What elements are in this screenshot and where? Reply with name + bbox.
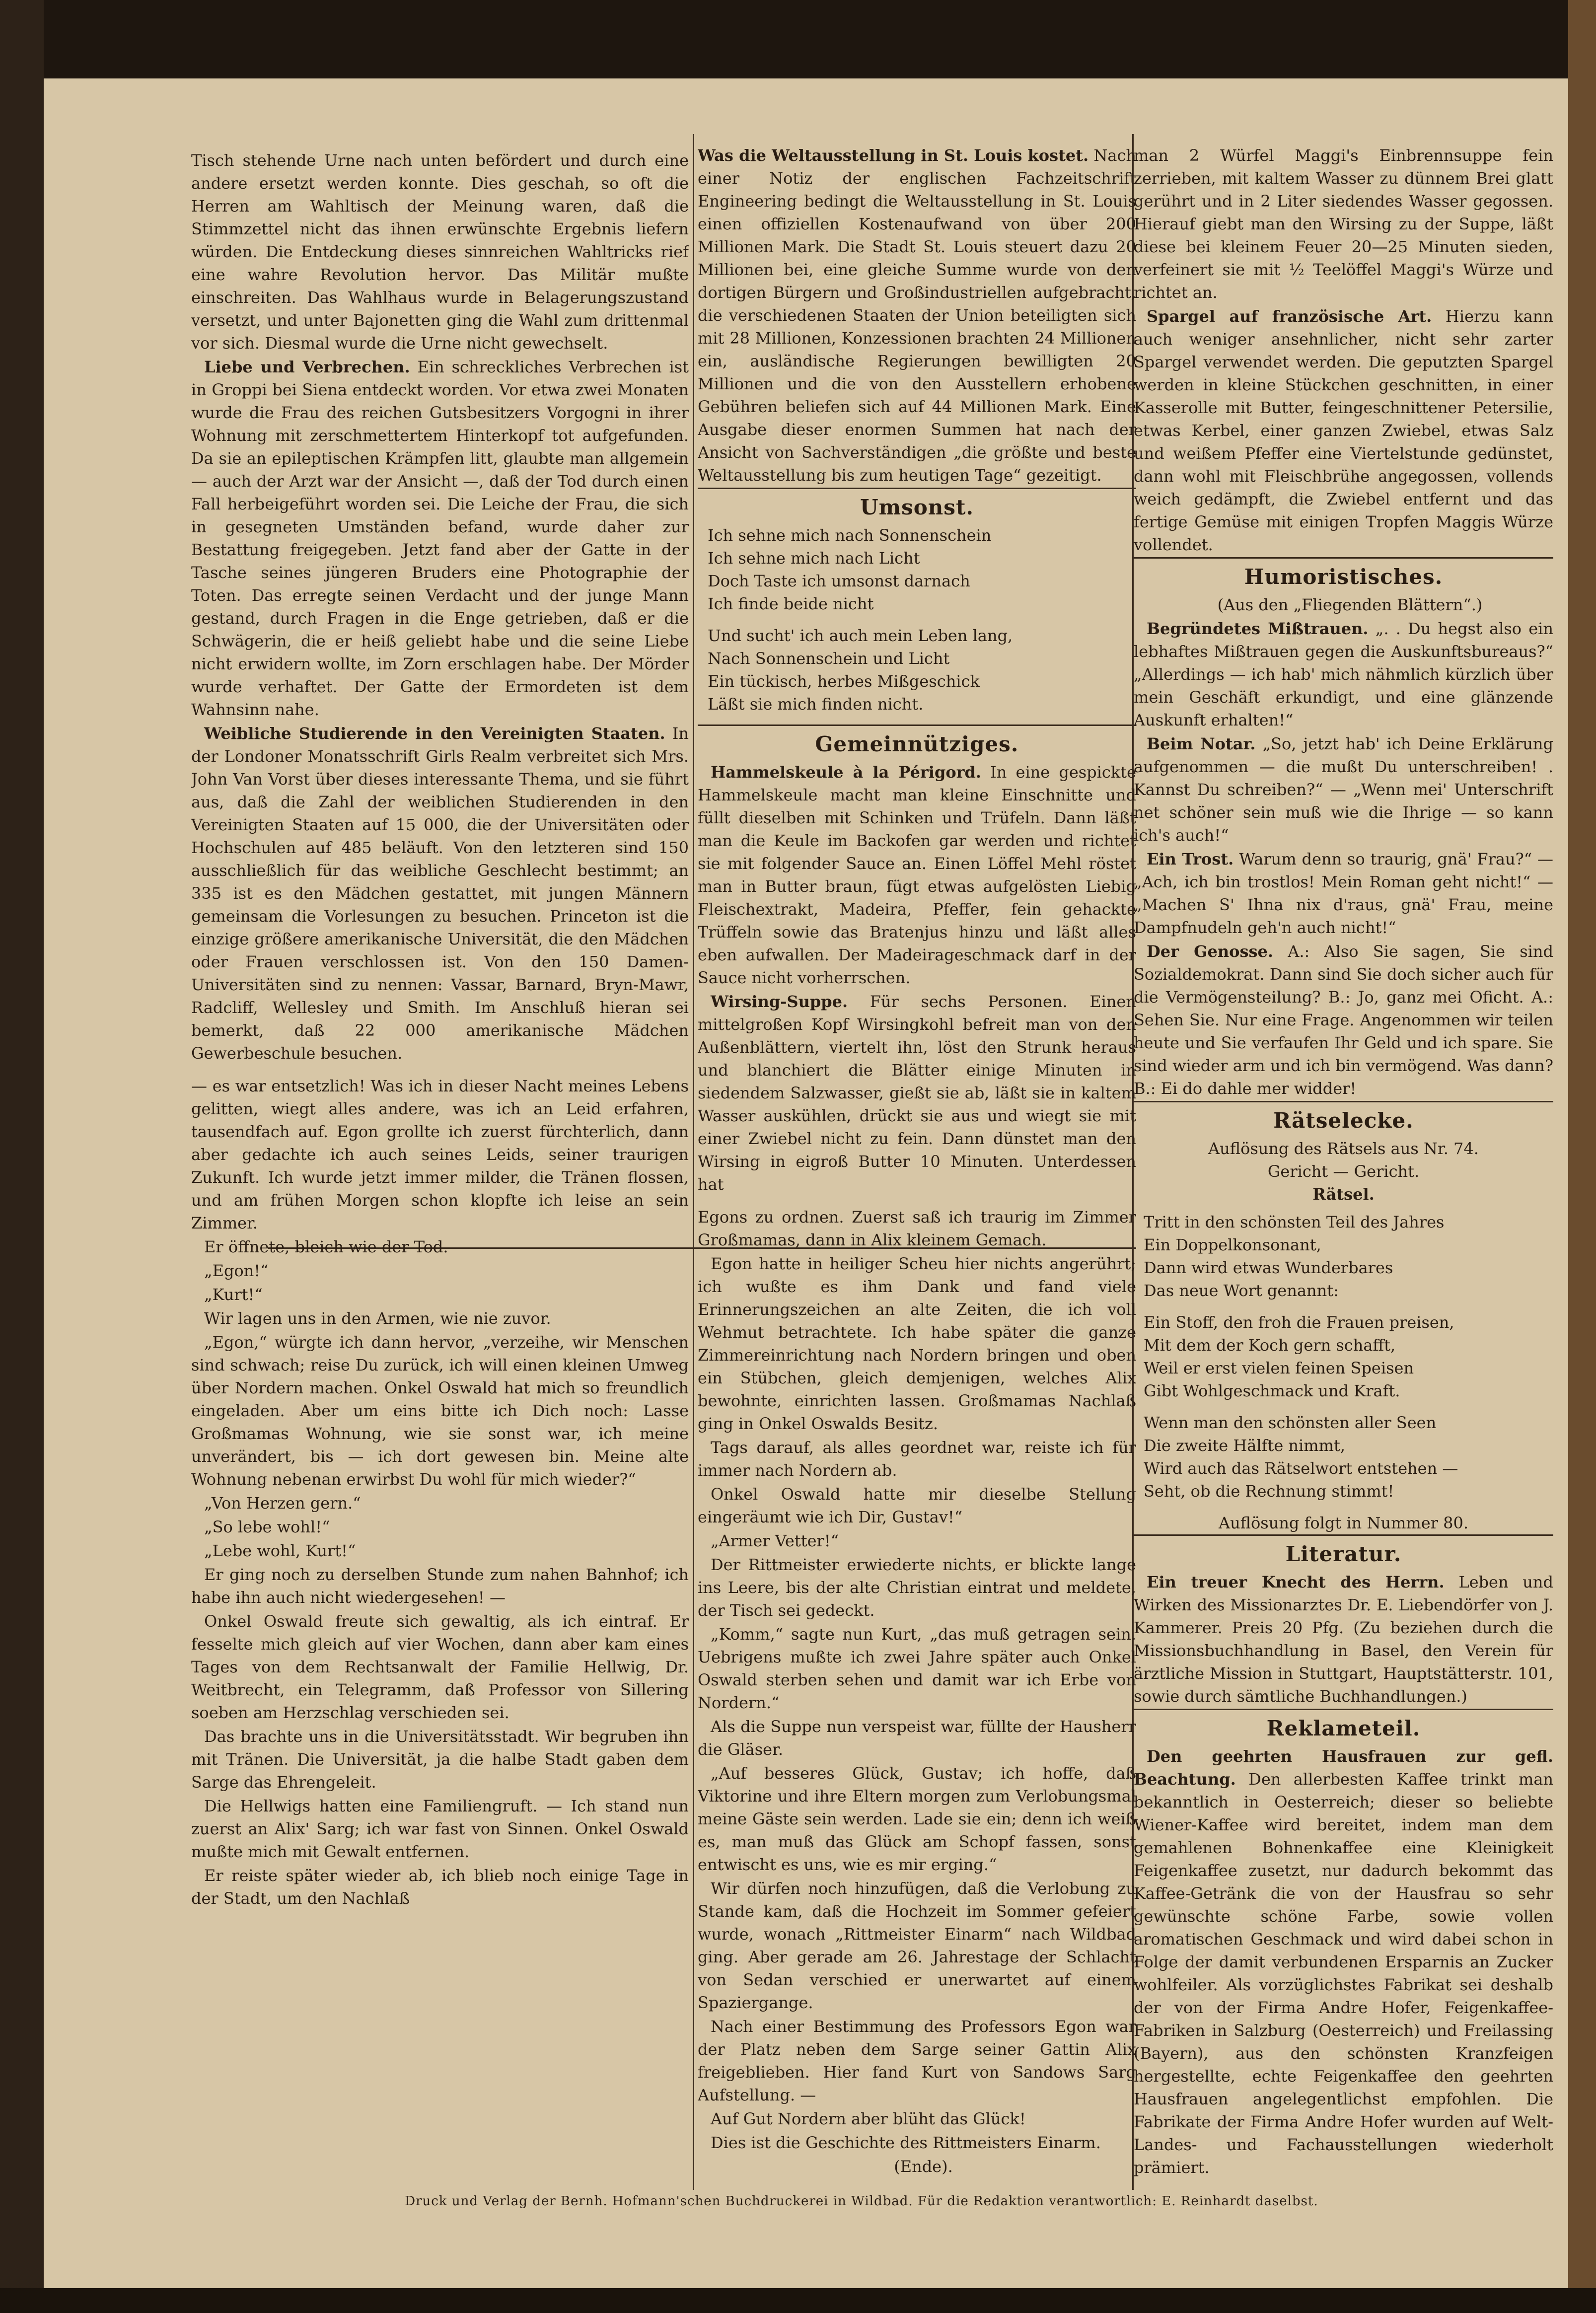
- joke-heading: Begründetes Mißtrauen.: [1147, 619, 1369, 638]
- riddle-line: Mit dem der Koch gern schafft,: [1144, 1336, 1396, 1355]
- ad-text: Den allerbesten Kaffee trinkt man bekanntlich in Oesterreich; dieser so beliebte Wiener-Kaffee wird bereitet, indem man dem gemahlenen Bohnenkaffee eine Kleinigkeit Feigenkaffee zusetzt, nur dadurch bekommt das Kaffee-Getränk die von der Hausfrau so sehr gewünschte schöne Farbe, sowie vollen aromatischen Geschmack und wird dabei schon in Folge der damit verbundenen Ersparnis an Zucker wohlfeiler. Als vorzüglichstes Fabrikat sei deshalb der von der Firma Andre Hofer, Feigenkaffee-Fabriken in Salzburg (Oesterreich) und Freilassing (Bayern), aus den schönsten Kranzfeigen hergestellte, echte Feigenkaffee den geehrten Hausfrauen angelegentlichst empfohlen. Die Fabrikate der Firma Andre Hofer wurden auf Welt- Landes- und Fachausstellungen wiederholt prämiert.: [1134, 1770, 1553, 2177]
- riddle-heading: Rätsel.: [1312, 1185, 1375, 1204]
- column-rule-1: [693, 134, 694, 2190]
- book-title: Ein treuer Knecht des Herrn.: [1147, 1573, 1445, 1591]
- heading-love-crime: Liebe und Verbrechen.: [204, 358, 410, 376]
- heading-wirsing: Wirsing-Suppe.: [711, 992, 848, 1011]
- poem-line: Nach Sonnenschein und Licht: [708, 649, 950, 668]
- poem-line: Läßt sie mich finden nicht.: [708, 695, 924, 714]
- poem-title: Umsonst.: [860, 495, 974, 519]
- joke: [1134, 732, 1553, 847]
- riddle-line: Seht, ob die Rechnung stimmt!: [1144, 1482, 1394, 1501]
- story-paragraph: „Armer Vetter!“: [711, 1531, 839, 1550]
- story-paragraph: Wir dürfen noch hinzufügen, daß die Verlobung zu Stande kam, daß die Hochzeit im Sommer gefeiert wurde, wonach „Rittmeister Einarm“ nach Wildbad ging. Aber gerade am 26. Jahrestage der Schlacht von Sedan verschied er unerwartet auf einem Spaziergange.: [698, 1879, 1136, 2012]
- recipe-wirsing: [698, 990, 1136, 1196]
- book-review: [1134, 1571, 1553, 1708]
- joke: [1134, 940, 1553, 1100]
- imprint-footer: Druck und Verlag der Bernh. Hofmann'schen Buchdruckerei in Wildbad. Für die Redaktion verantwortlich: E. Reinhardt daselbst.: [405, 2194, 1318, 2209]
- text-asparagus: Hierzu kann auch weniger ansehnlicher, nicht sehr zarter Spargel verwendet werden. Die geputzten Spargel werden in kleine Stückchen geschnitten, in einer Kasserolle mit Butter, feingeschnittener Petersilie, etwas Kerbel, einer ganzen Zwiebel, etwas Salz und weißem Pfeffer eine Viertelstunde gedünstet, dann wohl mit Fleischbrühe angegossen, vollends weich gedämpft, die Zwiebel entfernt und das fertige Gemüse mit einigen Tropfen Maggis Würze vollendet.: [1134, 307, 1553, 554]
- poem-line: Ich sehne mich nach Licht: [708, 549, 920, 568]
- recipe-asparagus: [1134, 305, 1553, 556]
- riddle-line: Gibt Wohlgeschmack und Kraft.: [1144, 1381, 1400, 1400]
- text-love-crime: Ein schreckliches Verbrechen ist in Groppi bei Siena entdeckt worden. Vor etwa zwei Monaten wurde die Frau des reichen Gutsbesitzers Vorgogni in ihrer Wohnung mit zerschmettertem Hinterkopf tot aufgefunden. Da sie an epileptischen Krämpfen litt, glaubte man allgemein — auch der Arzt war der Ansicht —, daß der Tod durch einen Fall herbeigeführt worden sei. Die Leiche der Frau, die sich in gesegneten Umständen befand, wurde daher zur Bestattung freigegeben. Jetzt fand aber der Gatte in der Tasche seines jüngeren Bruders eine Photographie der Toten. Das erregte seinen Verdacht und der junge Mann gestand, durch Fragen in die Enge getrieben, daß er die Schwägerin, die er heiß geliebt habe und die seine Liebe nicht erwidern wollte, im Zorn erschlagen habe. Der Mörder wurde verhaftet. Der Gatte der Ermordeten ist dem Wahnsinn nahe.: [191, 358, 689, 719]
- poem-line: Ein tückisch, herbes Mißgeschick: [708, 672, 980, 691]
- story-paragraph: Onkel Oswald freute sich gewaltig, als ich eintraf. Er fesselte mich gleich auf vier Wochen, dann aber kam eines Tages von dem Rechtsanwalt der Familie Hellwig, Dr. Weitbrecht, ein Telegramm, daß Professor von Sillering soeben am Herzschlag verschieden sei.: [191, 1612, 689, 1722]
- story-paragraph: „So lebe wohl!“: [204, 1518, 330, 1536]
- joke-heading: Beim Notar.: [1147, 734, 1256, 753]
- riddle-line: Ein Doppelkonsonant,: [1144, 1235, 1321, 1254]
- story-paragraph: Er ging noch zu derselben Stunde zum nahen Bahnhof; ich habe ihn auch nicht wiedergesehen! —: [191, 1565, 689, 1607]
- joke-text: „So, jetzt hab' ich Deine Erklärung aufgenommen — die mußt Du unterschreiben! . Kannst Du schreiben?“ — „Wenn mei' Unterschrift net schöner sein muß wie die Ihrige — so kann ich's auch!“: [1134, 734, 1553, 845]
- joke-heading: Der Genosse.: [1147, 942, 1273, 961]
- joke-text: Warum denn so traurig, gnä' Frau?“ — „Ach, ich bin trostlos! Mein Roman geht nicht!“ — „Machen S' Ihna nix d'raus, gnä' Frau, meine Dampfnudeln geh'n auch nicht!“: [1134, 850, 1553, 937]
- riddle-line: Die zweite Hälfte nimmt,: [1144, 1436, 1345, 1455]
- recipe-wirsing-cont: man 2 Würfel Maggi's Einbrennsuppe fein zerrieben, mit kaltem Wasser zu dünnem Brei glatt gerührt und in 2 Liter siedendes Wasser gegossen. Hierauf giebt man den Wirsing zu der Suppe, läßt diese bei kleinem Feuer 20—25 Minuten sieden, verfeinert sie mit ½ Teelöffel Maggi's Würze und richtet an.: [1134, 146, 1553, 302]
- poem-line: Ich finde beide nicht: [708, 594, 874, 613]
- riddle-line: Das neue Wort genannt:: [1144, 1281, 1339, 1300]
- story-paragraph: Nach einer Bestimmung des Professors Egon war der Platz neben dem Sarge seiner Gattin Alix freigeblieben. Hier fand Kurt von Sandows Sarg Aufstellung. —: [698, 2017, 1136, 2104]
- story-paragraph: „Kurt!“: [204, 1285, 263, 1304]
- story-paragraph: Wir lagen uns in den Armen, wie nie zuvor.: [204, 1309, 551, 1328]
- section-title-reklameteil: Reklameteil.: [1266, 1716, 1421, 1740]
- riddle-solution-label: Auflösung des Rätsels aus Nr. 74.: [1208, 1139, 1479, 1158]
- text-female-students: In der Londoner Monatsschrift Girls Realm verbreitet sich Mrs. John Van Vorst über dieses interessante Thema, und sie führt aus, daß die Zahl der weiblichen Studierenden in den Vereinigten Staaten auf 15 000, die der Universitäten oder Hochschulen auf 485 beläuft. Von den letzteren sind 150 ausschließlich für das weibliche Geschlecht bestimmt; an 335 ist es den Mädchen gestattet, mit jungen Männern gemeinsam die Vorlesungen zu besuchen. Princeton ist die einzige größere amerikanische Universität, die den Mädchen oder Frauen verschlossen ist. Von den 150 Damen-Universitäten sind zu nennen: Vassar, Barnard, Bryn-Mawr, Radcliff, Wellesley und Smith. Im Anschluß hieran sei bemerkt, daß 22 000 amerikanische Mädchen Gewerbeschule besuchen.: [191, 724, 689, 1063]
- joke: [1134, 617, 1553, 731]
- heading-world-expo: Was die Weltausstellung in St. Louis kostet.: [698, 146, 1089, 165]
- story-end-mark: (Ende).: [894, 2157, 953, 2176]
- article-love-crime: [191, 356, 689, 721]
- riddle-line: Tritt in den schönsten Teil des Jahres: [1144, 1213, 1445, 1231]
- riddle-line: Weil er erst vielen feinen Speisen: [1144, 1359, 1414, 1377]
- story-paragraph: Egon hatte in heiliger Scheu hier nichts angerührt; ich wußte es ihm Dank und fand viele Erinnerungszeichen an alte Zeiten, die ich voll Wehmut betrachtete. Ich habe später die ganze Zimmereinrichtung nach Nordern bringen und oben ein Stübchen, gleich demjenigen, welches Alix bewohnte, einrichten lassen. Großmamas Nachlaß ging in Onkel Oswalds Besitz.: [698, 1254, 1136, 1433]
- story-paragraph: „Komm,“ sagte nun Kurt, „das muß getragen sein. Uebrigens mußte ich zwei Jahre später auch Onkel Oswald sterben sehen und damit war ich Erbe von Nordern.“: [698, 1625, 1136, 1712]
- election-article-end: Tisch stehende Urne nach unten befördert und durch eine andere ersetzt werden konnte. Dies geschah, so oft die Herren am Wahltisch der Meinung waren, daß die Stimmzettel nicht das ihnen erwünschte Ergebnis liefern würden. Die Entdeckung dieses sinnreichen Wahltricks rief eine wahre Revolution hervor. Das Militär mußte einschreiten. Das Wahlhaus wurde in Belagerungszustand versetzt, und unter Bajonetten ging die Wahl zum drittenmal vor sich. Diesmal wurde die Urne nicht gewechselt.: [191, 151, 689, 353]
- story-paragraph: — es war entsetzlich! Was ich in dieser Nacht meines Lebens gelitten, wiegt alles andere, was ich an Leid erfahren, tausendfach auf. Egon grollte ich zuerst fürchterlich, dann aber gedachte ich auch seines Leids, seiner traurigen Zukunft. Ich wurde jetzt immer milder, die Tränen flossen, und am frühen Morgen schon klopfte ich leise an sein Zimmer.: [191, 1077, 689, 1232]
- story-paragraph: „Auf besseres Glück, Gustav; ich hoffe, daß Viktorine und ihre Eltern morgen zum Verlobungsmal meine Gäste sein werden. Lade sie ein; denn ich weiß es, man muß das Glück am Schopf fassen, sonst entwischt es uns, wie es mir erging.“: [698, 1764, 1136, 1874]
- riddle-line: Dann wird etwas Wunderbares: [1144, 1258, 1393, 1277]
- story-paragraph: Auf Gut Nordern aber blüht das Glück!: [711, 2109, 1026, 2128]
- joke: [1134, 848, 1553, 939]
- humor-source: (Aus den „Fliegenden Blättern“.): [1217, 595, 1483, 614]
- section-title-gemeinnuetziges: Gemeinnütziges.: [815, 732, 1019, 756]
- article-female-students: [191, 722, 689, 1065]
- text-mutton: In eine gespickte Hammelskeule macht man kleine Einschnitte und füllt dieselben mit Schinken und Trüfeln. Dann läßt man die Keule im Backofen gar werden und richtet sie mit folgender Sauce an. Einen Löffel Mehl röstet man in Butter braun, fügt etwas aufgelösten Liebig Fleischextrakt, Madeira, Pfeffer, fein gehackte Trüffeln sowie das Bratenjus hinzu und läßt alles eben aufwallen. Der Madeirageschmack darf in der Sauce nicht vorherrschen.: [698, 763, 1136, 987]
- riddle-solution: Gericht — Gericht.: [1267, 1162, 1420, 1181]
- riddle-line: Wenn man den schönsten aller Seen: [1144, 1413, 1437, 1432]
- story-paragraph: Die Hellwigs hatten eine Familiengruft. — Ich stand nun zuerst an Alix' Sarg; ich war fast von Sinnen. Onkel Oswald mußte mich mit Gewalt entfernen.: [191, 1797, 689, 1861]
- story-paragraph: Dies ist die Geschichte des Rittmeisters Einarm.: [711, 2133, 1101, 2152]
- poem: [708, 524, 1136, 716]
- heading-female-students: Weibliche Studierende in den Vereinigten Staaten.: [204, 724, 665, 743]
- poem-line: Doch Taste ich umsonst darnach: [708, 572, 970, 590]
- column-3: [1134, 144, 1553, 2249]
- poem-line: Ich sehne mich nach Sonnenschein: [708, 526, 992, 545]
- joke-text: „. . Du hegst also ein lebhaftes Mißtrauen gegen die Auskunftsbureaus?“ „Allerdings — ich hab' mich nähmlich kürzlich über mein Geschäft erkundigt, und eine glänzende Auskunft erhalten!“: [1134, 619, 1553, 729]
- section-title-humoristisches: Humoristisches.: [1244, 565, 1443, 589]
- story-paragraph: „Lebe wohl, Kurt!“: [204, 1541, 356, 1560]
- poem-line: Und sucht' ich auch mein Leben lang,: [708, 626, 1013, 645]
- recipe-mutton: [698, 761, 1136, 989]
- story-paragraph: Als die Suppe nun verspeist war, füllte der Hausherr die Gläser.: [698, 1717, 1136, 1759]
- section-title-raetselecke: Rätselecke.: [1273, 1108, 1414, 1133]
- book-text: Leben und Wirken des Missionarztes Dr. E. Liebendörfer von J. Kammerer. Preis 20 Pfg. (Zu beziehen durch die Missionsbuchhandlung in Basel, den Verein für ärztliche Mission in Stuttgart, Hauptstätterstr. 101, sowie durch sämtliche Buchhandlungen.): [1134, 1573, 1553, 1706]
- story-paragraph: Tags darauf, als alles geordnet war, reiste ich für immer nach Nordern ab.: [698, 1438, 1136, 1480]
- section-title-literatur: Literatur.: [1285, 1542, 1402, 1566]
- book-spine: [0, 0, 44, 2313]
- story-paragraph: Er öffnete, bleich wie der Tod.: [204, 1237, 448, 1256]
- text-world-expo: Nach einer Notiz der englischen Fachzeitschrift Engineering bedingt die Weltausstellung in St. Louis einen offiziellen Kostenaufwand von über 200 Millionen Mark. Die Stadt St. Louis steuert dazu 20 Millionen bei, eine gleiche Summe wurde von den dortigen Bürgern und Großindustriellen aufgebracht, die verschiedenen Staaten der Union beteiligten sich mit 28 Millionen, Konzessionen brachten 24 Millionen ein, ausländische Regierungen bewilligten 20 Millionen und die von den Ausstellern erhobene Gebühren beliefen sich auf 44 Millionen Mark. Eine Ausgabe dieser enormen Summen hat nach der Ansicht von Sachverständigen „die größte und beste Weltausstellung bis zum heutigen Tage“ gezeitigt.: [698, 146, 1136, 485]
- story-paragraph: „Egon!“: [204, 1261, 269, 1280]
- story-paragraph: „Von Herzen gern.“: [204, 1494, 361, 1513]
- riddle: [1144, 1211, 1553, 1503]
- story-paragraph: Egons zu ordnen. Zuerst saß ich traurig im Zimmer Großmamas, dann in Alix kleinem Gemach.: [698, 1208, 1136, 1249]
- advertisement: [1134, 1745, 1553, 2179]
- heading-mutton: Hammelskeule à la Périgord.: [711, 763, 982, 782]
- riddle-line: Wird auch das Rätselwort entstehen —: [1144, 1459, 1458, 1478]
- story-paragraph: Er reiste später wieder ab, ich blieb noch einige Tage in der Stadt, um den Nachlaß: [191, 1866, 689, 1908]
- ad-heading: Den geehrten Hausfrauen zur gefl. Beachtung.: [1134, 1747, 1553, 1789]
- riddle-line: Ein Stoff, den froh die Frauen preisen,: [1144, 1313, 1454, 1332]
- story-paragraph: Onkel Oswald hatte mir dieselbe Stellung eingeräumt wie ich Dir, Gustav!“: [698, 1485, 1136, 1526]
- column-1: [191, 149, 689, 2249]
- page-edge: [1568, 0, 1596, 2313]
- bottom-shadow: [0, 2288, 1596, 2313]
- text-wirsing: Für sechs Personen. Einen mittelgroßen Kopf Wirsingkohl befreit man von den Außenblättern, viertelt ihn, löst den Strunk heraus und blanchiert die Blätter einige Minuten in siedendem Salzwasser, gießt sie ab, läßt sie in kaltem Wasser auskühlen, drückt sie aus und wiegt sie mit einer Zwiebel nicht zu fein. Dann dünstet man den Wirsing in eigroß Butter 10 Minuten. Unterdessen hat: [698, 992, 1136, 1194]
- joke-heading: Ein Trost.: [1147, 850, 1234, 868]
- joke-text: A.: Also Sie sagen, Sie sind Sozialdemokrat. Dann sind Sie doch sicher auch für die Vermögensteilung? B.: Jo, ganz mei Oficht. A.: Sehen Sie. Nur eine Frage. Angenommen wir teilen heute und Sie verfaufen Ihr Geld und ich spare. Sie sind wieder arm und ich bin vermögend. Was dann? B.: Ei do dahle mer widder!: [1134, 942, 1553, 1098]
- story-paragraph: „Egon,“ würgte ich dann hervor, „verzeihe, wir Menschen sind schwach; reise Du zurück, ich will einen kleinen Umweg über Nordern machen. Onkel Oswald hat mich so freundlich eingeladen. Aber um eins bitte ich Dich noch: Lasse Großmamas Wohnung, wie sie sonst war, ich meine unverändert, bis — ich dort gewesen bin. Meine alte Wohnung nebenan erwirbst Du wohl für mich wieder?“: [191, 1333, 689, 1489]
- column-2: [698, 144, 1136, 2249]
- story-paragraph: Das brachte uns in die Universitätsstadt. Wir begruben ihn mit Tränen. Die Universität, ja die halbe Stadt gaben dem Sarge das Ehrengeleit.: [191, 1727, 689, 1792]
- heading-asparagus: Spargel auf französische Art.: [1147, 307, 1432, 326]
- article-world-expo: [698, 144, 1136, 487]
- story-paragraph: Der Rittmeister erwiederte nichts, er blickte lange ins Leere, bis der alte Christian eintrat und meldete, der Tisch sei gedeckt.: [698, 1555, 1136, 1620]
- riddle-next-solution: Auflösung folgt in Nummer 80.: [1218, 1514, 1469, 1532]
